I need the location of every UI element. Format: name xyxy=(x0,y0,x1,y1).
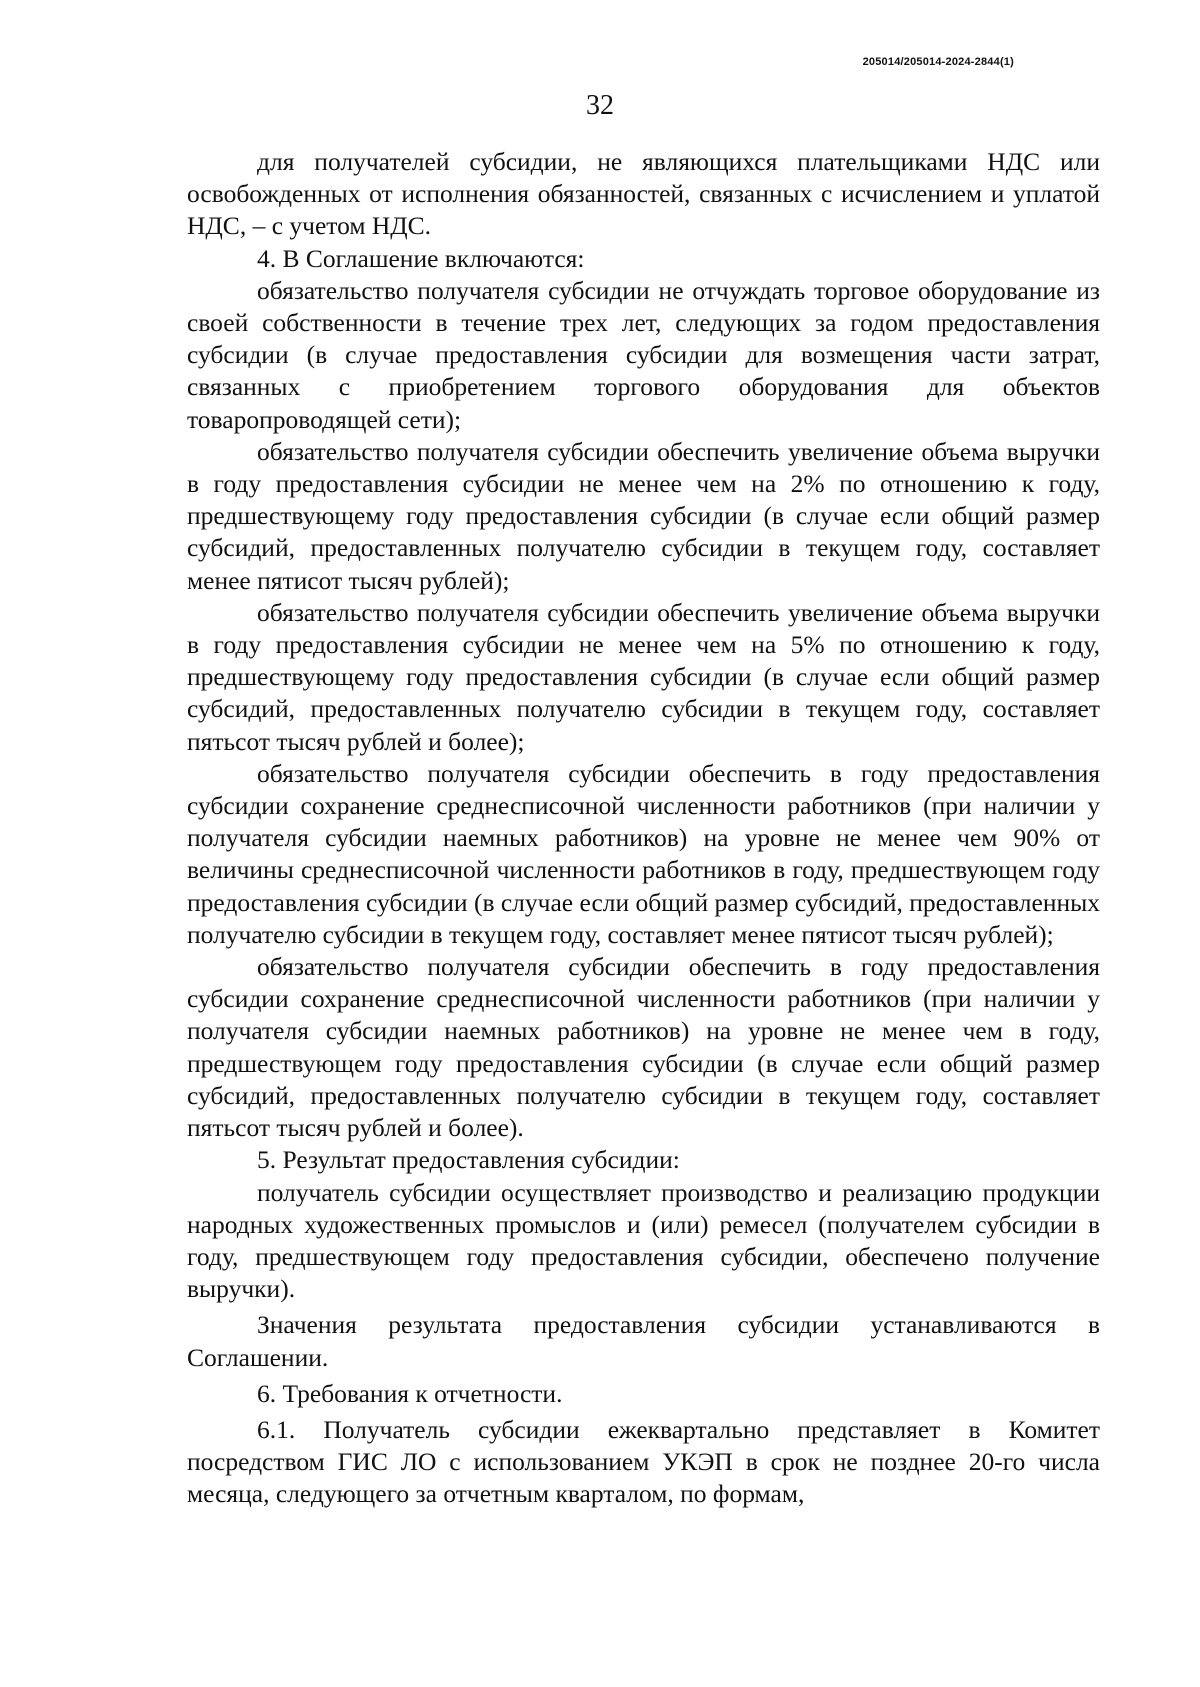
paragraph-nds: для получателей субсидии, не являющихся плательщиками НДС или освобожденных от исполнения обязанностей, связанных с исчислением и уплатой НДС, – с учетом НДС. xyxy=(187,147,1100,241)
paragraph-item-5-heading: 5. Результат предоставления субсидии: xyxy=(257,1145,680,1175)
paragraph-obligation-revenue-2: обязательство получателя субсидии обеспечить увеличение объема выручки в году предоставления субсидии не менее чем на 2% по отношению к году, предшествующему году предоставления субсидии (в случае если общий размер субсидий, предоставленных получателю субсидии в текущем году, составляет менее пятисот тысяч рублей); xyxy=(187,436,1100,595)
paragraph-obligation-staff-100: обязательство получателя субсидии обеспечить в году предоставления субсидии сохранение среднесписочной численности работников (при наличии у получателя субсидии наемных работников) на уровне не менее чем в году, предшествующем году предоставления субсидии (в случае если общий размер субсидий, предоставленных получателю субсидии в текущем году, составляет пятьсот тысяч рублей и более). xyxy=(187,952,1100,1143)
paragraph-result-values: Значения результата предоставления субсидии устанавливаются в Соглашении. xyxy=(187,1310,1100,1372)
paragraph-item-6-heading: 6. Требования к отчетности. xyxy=(257,1378,563,1408)
page-number: 32 xyxy=(586,90,614,121)
document-body xyxy=(187,146,1100,1511)
paragraph-item-6-1: 6.1. Получатель субсидии ежеквартально представляет в Комитет посредством ГИС ЛО с использованием УКЭП в срок не позднее 20-го числа месяца, следующего за отчетным кварталом, по формам, xyxy=(187,1414,1100,1509)
document-id: 205014/205014-2024-2844(1) xyxy=(862,56,1014,68)
paragraph-obligation-revenue-5: обязательство получателя субсидии обеспечить увеличение объема выручки в году предоставления субсидии не менее чем на 5% по отношению к году, предшествующему году предоставления субсидии (в случае если общий размер субсидий, предоставленных получателю субсидии в текущем году, составляет пятьсот тысяч рублей и более); xyxy=(187,597,1100,756)
paragraph-result: получатель субсидии осуществляет производство и реализацию продукции народных художественных промыслов и (или) ремесел (получателем субсидии в году, предшествующем году предоставления субсидии, обеспечено получение выручки). xyxy=(187,1177,1100,1304)
paragraph-item-4-heading: 4. В Соглашение включаются: xyxy=(257,243,585,273)
paragraph-obligation-staff-90: обязательство получателя субсидии обеспечить в году предоставления субсидии сохранение среднесписочной численности работников (при наличии у получателя субсидии наемных работников) на уровне не менее чем 90% от величины среднесписочной численности работников в году, предшествующем году предоставления субсидии (в случае если общий размер субсидий, предоставленных получателю субсидии в текущем году, составляет менее пятисот тысяч рублей); xyxy=(187,758,1100,949)
paragraph-obligation-equipment: обязательство получателя субсидии не отчуждать торговое оборудование из своей собственности в течение трех лет, следующих за годом предоставления субсидии (в случае предоставления субсидии для возмещения части затрат, связанных с приобретением торгового оборудования для объектов товаропроводящей сети); xyxy=(187,275,1100,434)
